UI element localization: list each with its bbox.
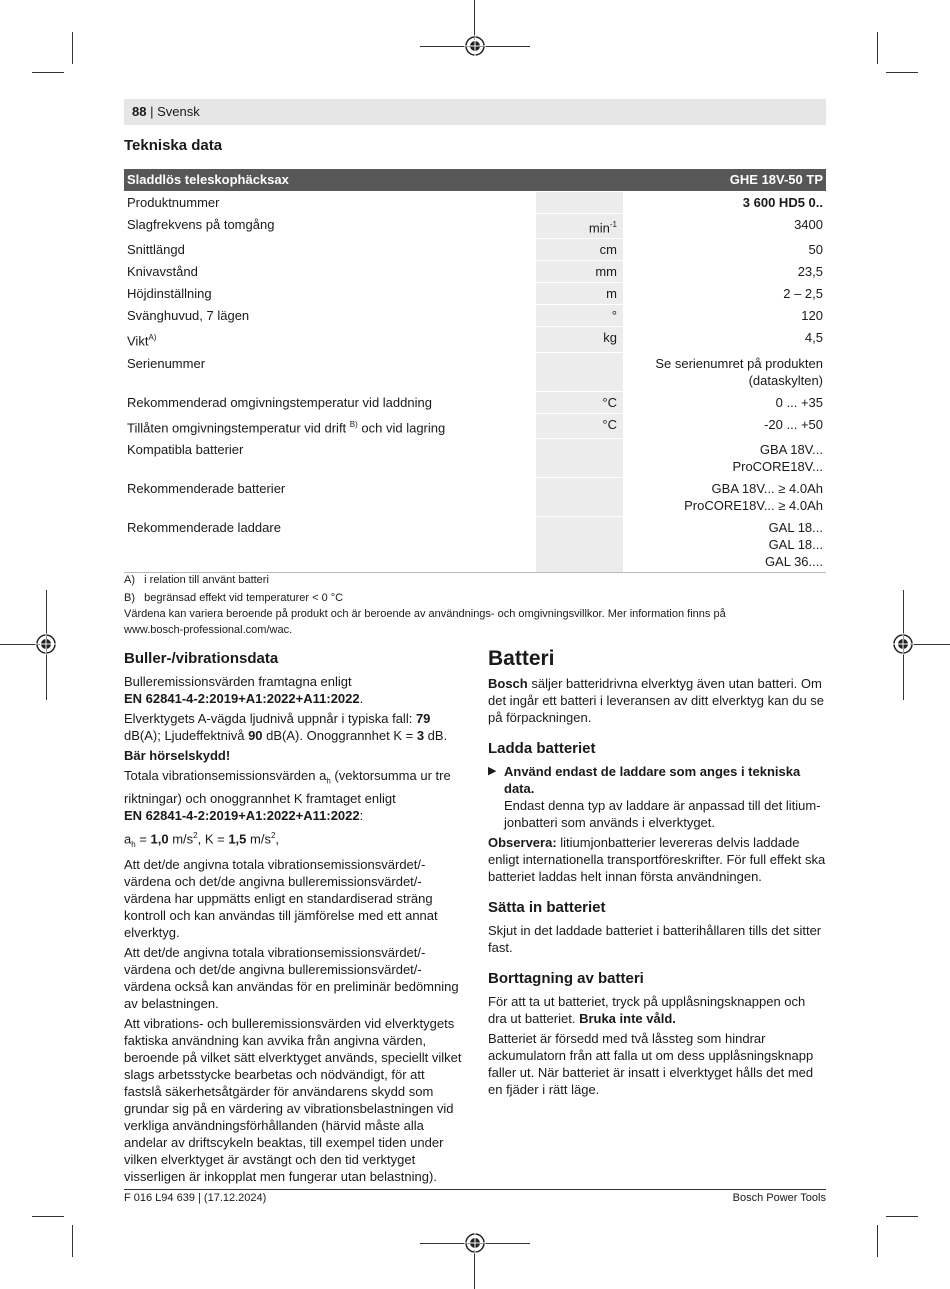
row-unit xyxy=(536,438,623,477)
section-title: Tekniska data xyxy=(124,137,223,154)
paragraph: Observera: litiumjonbatterier levereras delvis laddade enligt internationella transportföreskrifter. För full effekt ska batteriet laddas helt innan första användningen. xyxy=(488,835,826,884)
battery-section xyxy=(488,647,826,1101)
spec-table xyxy=(124,169,826,573)
table-row xyxy=(124,391,826,413)
crop-mark xyxy=(474,0,475,40)
row-unit: ° xyxy=(536,305,623,327)
row-label: Snittlängd xyxy=(124,239,536,261)
footnote-b: B) begränsad effekt vid temperaturer < 0 °C xyxy=(124,592,344,604)
row-unit: °C xyxy=(536,413,623,438)
row-label: Kompatibla batterier xyxy=(124,438,536,477)
row-unit: $\min^{-1}$ xyxy=(536,214,623,239)
footnote-a: A) i relation till använt batteri xyxy=(124,574,269,586)
row-value: 23,5 xyxy=(623,261,826,283)
table-footnotes xyxy=(124,572,824,638)
table-row xyxy=(124,261,826,283)
row-value: GBA 18V... ≥ 4.0Ah ProCORE18V... ≥ 4.0Ah xyxy=(623,477,826,516)
row-value: GAL 18... GAL 18... GAL 36.... xyxy=(623,516,826,572)
paragraph: Skjut in det laddade batteriet i batterihållaren tills det sitter fast. xyxy=(488,923,822,955)
row-label: Höjdinställning xyxy=(124,283,536,305)
crop-mark xyxy=(474,1250,475,1289)
registration-mark-icon xyxy=(892,633,914,655)
page-header: 88 | Svensk xyxy=(124,99,826,125)
crop-mark xyxy=(886,72,918,73)
footer-brand: Bosch Power Tools xyxy=(732,1192,826,1204)
row-label: Knivavstånd xyxy=(124,261,536,283)
row-value: 50 xyxy=(623,239,826,261)
table-row xyxy=(124,413,826,438)
crop-mark xyxy=(877,32,878,64)
remove-battery-title: Borttagning av batteri xyxy=(488,970,644,987)
registration-mark-icon xyxy=(35,633,57,655)
row-label: Rekommenderade batterier xyxy=(124,477,536,516)
paragraph: Bosch säljer batteridrivna elverktyg även utan batteri. Om det ingår ett batteri i leveransen av ditt elverktyg kan du se på förpackningen. xyxy=(488,676,825,725)
battery-title: Batteri xyxy=(488,647,555,670)
row-value: 3 600 HD5 0.. xyxy=(623,192,826,214)
table-row xyxy=(124,214,826,239)
row-unit: °C xyxy=(536,391,623,413)
table-row xyxy=(124,516,826,572)
page-number: 88 xyxy=(132,104,147,119)
table-row xyxy=(124,305,826,327)
footer-doc-id: F 016 L94 639 | (17.12.2024) xyxy=(124,1192,267,1204)
registration-mark-icon xyxy=(464,35,486,57)
row-value: 3400 xyxy=(623,214,826,239)
row-unit: m xyxy=(536,283,623,305)
footnote-note: Värdena kan variera beroende på produkt och är beroende av användnings- och omgivningsvillkor. Mer information finns på www.bosch-professional.com/wac. xyxy=(124,608,726,636)
row-label: Rekommenderade laddare xyxy=(124,516,536,572)
charge-battery-title: Ladda batteriet xyxy=(488,740,596,757)
table-row xyxy=(124,477,826,516)
paragraph: Att det/de angivna totala vibrationsemissionsvärdet/-värdena och det/de angivna bulleremissionsvärdet/-värdena också kan användas för en preliminär bedömning av belastningen. xyxy=(124,944,459,1011)
table-row xyxy=(124,283,826,305)
row-unit xyxy=(536,192,623,214)
paragraph: $a_h = 1,0$ $m/s^2$, K = 1,5 $m/s^2$, xyxy=(124,830,280,849)
crop-mark xyxy=(0,644,40,645)
paragraph: Bulleremissionsvärden framtagna enligt EN 62841-4-2:2019+A1:2022+A11:2022. xyxy=(124,674,364,706)
paragraph: Totala vibrationsemissionsvärden $a_h$ (vektorsumma ur tre riktningar) och onoggrannhet K framtaget enligt EN 62841-4-2:2019+A1:2022+A11:2022: xyxy=(124,768,451,823)
noise-vibration-section xyxy=(124,650,464,1188)
row-label: Rekommenderad omgivningstemperatur vid laddning xyxy=(124,391,536,413)
row-unit: cm xyxy=(536,239,623,261)
paragraph: För att ta ut batteriet, tryck på upplåsningsknappen och dra ut batteriet. Bruka inte våld. xyxy=(488,994,806,1026)
table-row xyxy=(124,192,826,214)
spec-header-model: GHE 18V-50 TP xyxy=(623,169,826,192)
row-label: Produktnummer xyxy=(124,192,536,214)
row-label: Vikt$^{A)}$ xyxy=(124,327,536,352)
table-row xyxy=(124,352,826,391)
page-language: Svensk xyxy=(157,104,200,119)
paragraph: Batteriet är försedd med två låssteg som hindrar ackumulatorn från att falla ut om dess upplåsningsknapp faller ut. När batteriet är insatt i elverktyget hålls det med en fjäder i rätt läge. xyxy=(488,1031,814,1097)
crop-mark xyxy=(877,1225,878,1257)
row-unit xyxy=(536,477,623,516)
paragraph: Att det/de angivna totala vibrationsemissionsvärdet/-värdena och det/de angivna bulleremissionsvärdet/-värdena har uppmätts enligt en standardiserad sträng kontroll och kan användas till jämförelse med ett annat elverktyg. xyxy=(124,856,438,940)
table-row xyxy=(124,239,826,261)
row-value: 2 – 2,5 xyxy=(623,283,826,305)
row-unit: kg xyxy=(536,327,623,352)
row-value: Se serienumret på produkten (dataskylten) xyxy=(623,352,826,391)
bullet-arrow-icon: ▶ xyxy=(488,765,497,777)
insert-battery-title: Sätta in batteriet xyxy=(488,899,606,916)
bullet-item: ▶ Använd endast de laddare som anges i tekniska data. Endast denna typ av laddare är anpassad till det litium-jonbatteri som används i elverktyget. xyxy=(488,764,821,830)
spec-table-header xyxy=(124,169,826,192)
row-label: Svänghuvud, 7 lägen xyxy=(124,305,536,327)
table-row xyxy=(124,438,826,477)
row-unit: mm xyxy=(536,261,623,283)
row-value: 4,5 xyxy=(623,327,826,352)
noise-vibration-title: Buller-/vibrationsdata xyxy=(124,650,279,667)
row-label: Slagfrekvens på tomgång xyxy=(124,214,536,239)
crop-mark xyxy=(910,644,950,645)
hearing-protection-warning: Bär hörselskydd! xyxy=(124,748,231,763)
crop-mark xyxy=(32,1216,64,1217)
spec-header-label: Sladdlös teleskophäcksax xyxy=(124,169,623,192)
footer-divider xyxy=(124,1189,826,1190)
row-unit xyxy=(536,516,623,572)
paragraph: Elverktygets A-vägda ljudnivå uppnår i typiska fall: 79 dB(A); Ljudeffektnivå 90 dB(A). Onoggrannhet K = 3 dB. xyxy=(124,711,448,743)
table-row xyxy=(124,327,826,352)
crop-mark xyxy=(886,1216,918,1217)
row-value: -20 ... +50 xyxy=(623,413,826,438)
crop-mark xyxy=(72,32,73,64)
crop-mark xyxy=(72,1225,73,1257)
paragraph: Att vibrations- och bulleremissionsvärden vid elverktygets faktiska användning kan avvika från angivna värden, beroende på vilket sätt elverktyget används, speciellt vilket slags arbetsstycke bearbetas och nödvändigt, för att fastslå säkerhetsåtgärder för användarens skydd som grundar sig på en värdering av vibrationsbelastningen vid verkliga användningsförhållanden (härvid måste alla andelar av driftscykeln beaktas, till exempel tiden under vilken elverktyget är avstängt och den tid verktyget visserligen är inkopplat men fungerar utan belastning). xyxy=(124,1015,462,1184)
row-value: 120 xyxy=(623,305,826,327)
row-label: Serienummer xyxy=(124,352,536,391)
row-value: GBA 18V... ProCORE18V... xyxy=(623,438,826,477)
row-unit xyxy=(536,352,623,391)
row-value: 0 ... +35 xyxy=(623,391,826,413)
crop-mark xyxy=(32,72,64,73)
registration-mark-icon xyxy=(464,1232,486,1254)
row-label: Tillåten omgivningstemperatur vid drift $^{B)}$ och vid lagring xyxy=(124,413,536,438)
